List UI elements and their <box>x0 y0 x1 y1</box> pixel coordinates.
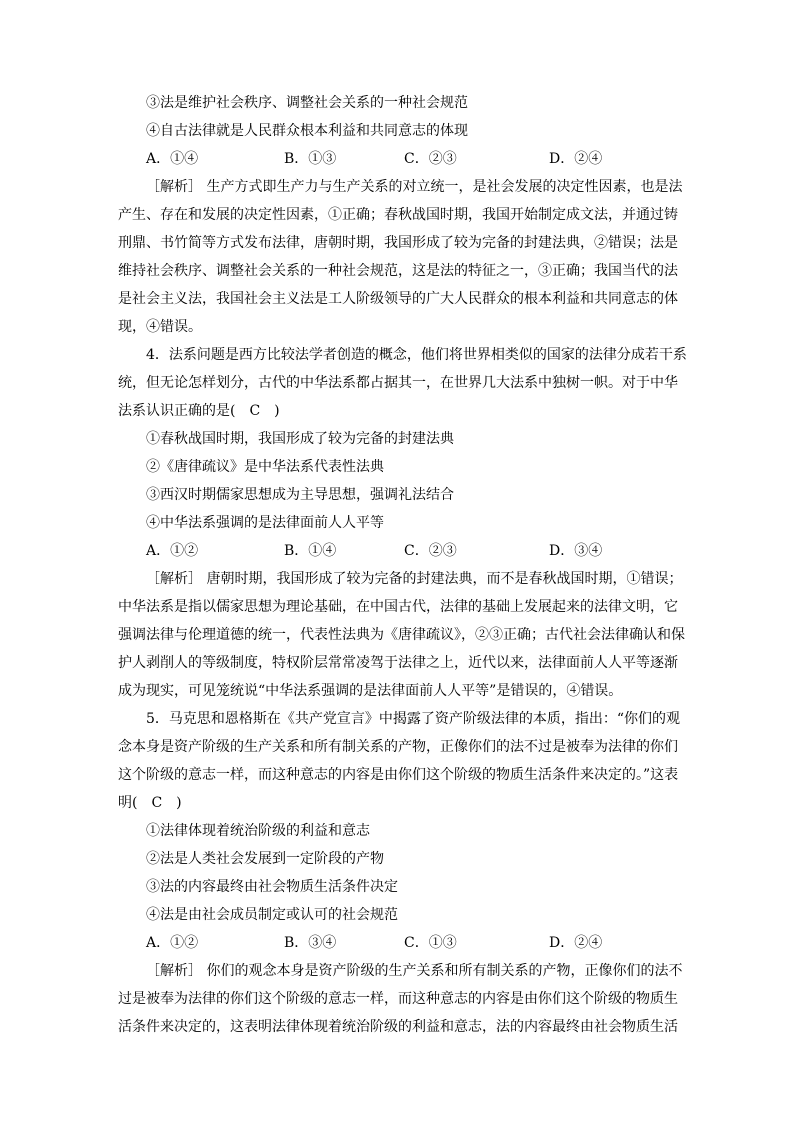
stem-line: 4．法系问题是西方比较法学者创造的概念，他们将世界相类似的国家的法律分成若干系 <box>146 347 687 363</box>
q3-option-d: D．②④ <box>549 151 603 167</box>
stem-line: 统，但无论怎样划分，古代的中华法系都占据其一，在世界几大法系中独树一帜。对于中华 <box>118 375 678 391</box>
q4-option-a: A．①② <box>146 543 199 559</box>
analysis-line: 维持社会秩序、调整社会关系的一种社会规范，这是法的特征之一，③正确；我国当代的法 <box>118 263 678 279</box>
analysis-line: 产生、存在和发展的决定性因素，①正确；春秋战国时期，我国开始制定成文法，并通过铸 <box>118 207 678 223</box>
q5-option-c: C．①③ <box>404 935 457 951</box>
analysis-line: 是社会主义法，我国社会主义法是工人阶级领导的广大人民群众的根本利益和共同意志的体 <box>118 291 678 307</box>
q3-option-c: C．②③ <box>404 151 457 167</box>
stem-line: 明( C ) <box>118 795 182 811</box>
q4-statement-2: ②《唐律疏议》是中华法系代表性法典 <box>146 459 384 475</box>
analysis-line: 强调法律与伦理道德的统一，代表性法典为《唐律疏议》，②③正确；古代社会法律确认和保 <box>118 627 685 643</box>
q5-statement-3: ③法的内容最终由社会物质生活条件决定 <box>146 879 398 895</box>
q4-statement-1: ①春秋战国时期，我国形成了较为完备的封建法典 <box>146 431 454 447</box>
analysis-line: 活条件来决定的，这表明法律体现着统治阶级的利益和意志，法的内容最终由社会物质生活 <box>118 1019 678 1035</box>
q4-statement-4: ④中华法系强调的是法律面前人人平等 <box>146 515 384 531</box>
stem-line: 法系认识正确的是( C ) <box>118 403 280 419</box>
q3-statement-3: ③法是维护社会秩序、调整社会关系的一种社会规范 <box>146 95 468 111</box>
analysis-line: 过是被奉为法律的你们这个阶级的意志一样，而这种意志的内容是由你们这个阶级的物质生 <box>118 991 678 1007</box>
analysis-line: ［解析］ 唐朝时期，我国形成了较为完备的封建法典，而不是春秋战国时期，①错误； <box>146 571 683 587</box>
q3-option-a: A．①④ <box>146 151 199 167</box>
q3-statement-4: ④自古法律就是人民群众根本利益和共同意志的体现 <box>146 123 468 139</box>
q4-statement-3: ③西汉时期儒家思想成为主导思想，强调礼法结合 <box>146 487 454 503</box>
analysis-line: 成为现实，可见笼统说“中华法系强调的是法律面前人人平等”是错误的，④错误。 <box>118 683 623 699</box>
analysis-line: 中华法系是指以儒家思想为理论基础，在中国古代，法律的基础上发展起来的法律文明，它 <box>118 599 678 615</box>
analysis-line: ［解析］ 生产方式即生产力与生产关系的对立统一，是社会发展的决定性因素，也是法 <box>146 179 683 195</box>
q5-statement-2: ②法是人类社会发展到一定阶段的产物 <box>146 851 384 867</box>
stem-line: 这个阶级的意志一样，而这种意志的内容是由你们这个阶级的物质生活条件来决定的。”这表 <box>118 767 679 783</box>
q5-statement-4: ④法是由社会成员制定或认可的社会规范 <box>146 907 398 923</box>
q4-option-d: D．③④ <box>549 543 603 559</box>
stem-line: 5．马克思和恩格斯在《共产党宣言》中揭露了资产阶级法律的本质，指出：“你们的观 <box>146 711 681 727</box>
q4-option-c: C．②③ <box>404 543 457 559</box>
stem-line: 念本身是资产阶级的生产关系和所有制关系的产物，正像你们的法不过是被奉为法律的你们 <box>118 739 678 755</box>
q5-option-a: A．①② <box>146 935 199 951</box>
q3-option-b: B．①③ <box>284 151 337 167</box>
q5-option-d: D．②④ <box>549 935 603 951</box>
analysis-line: 现，④错误。 <box>118 319 202 335</box>
analysis-line: ［解析］ 你们的观念本身是资产阶级的生产关系和所有制关系的产物，正像你们的法不 <box>146 963 683 979</box>
q5-option-b: B．③④ <box>284 935 337 951</box>
analysis-line: 刑鼎、书竹简等方式发布法律，唐朝时期，我国形成了较为完备的封建法典，②错误；法是 <box>118 235 678 251</box>
q5-statement-1: ①法律体现着统治阶级的利益和意志 <box>146 823 370 839</box>
q4-option-b: B．①④ <box>284 543 337 559</box>
analysis-line: 护人剥削人的等级制度，特权阶层常常凌驾于法律之上，近代以来，法律面前人人平等逐渐 <box>118 655 678 671</box>
